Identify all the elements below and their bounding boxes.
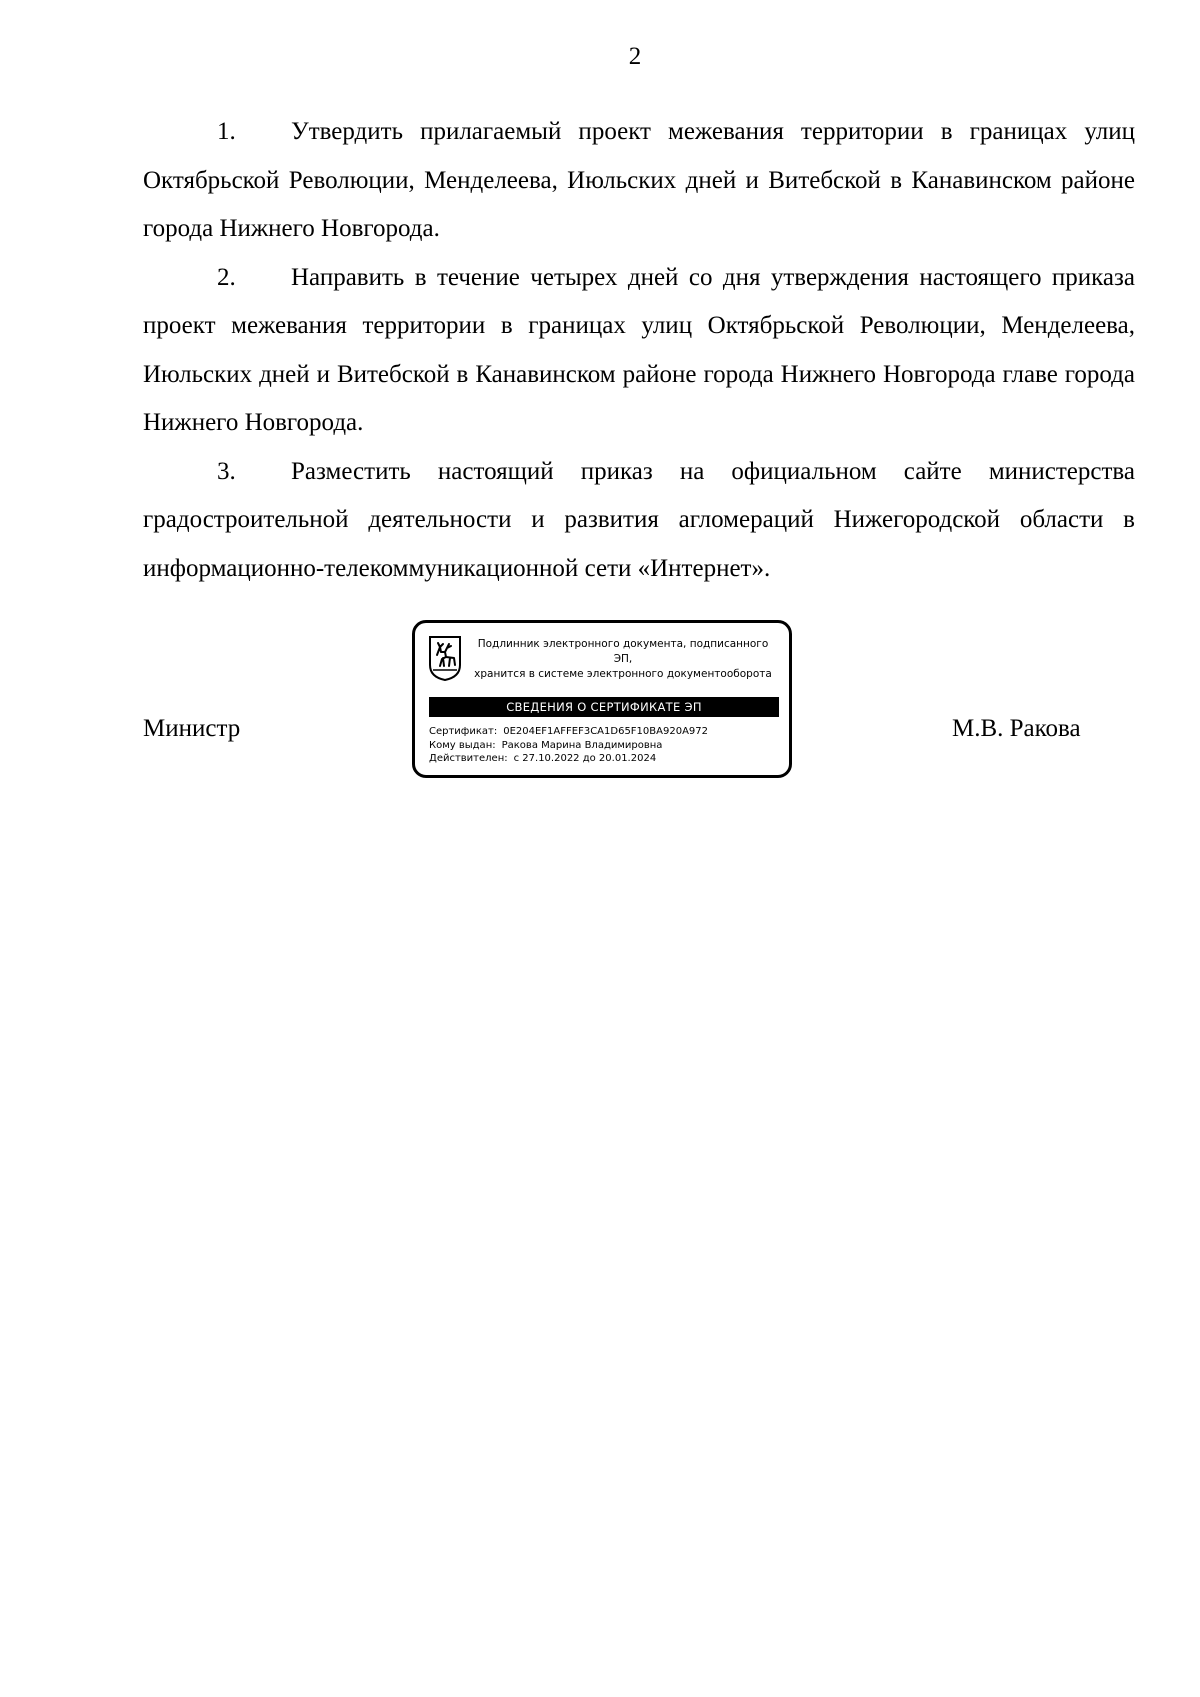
stamp-header (428, 635, 778, 685)
item-text: Разместить настоящий приказ на официальном сайте министерства градостроительной деятельности и развития агломераций Нижегородской области в информационно-телекоммуникационной сети «Интернет». (143, 457, 1135, 582)
stamp-title-bar: СВЕДЕНИЯ О СЕРТИФИКАТЕ ЭП (429, 697, 779, 717)
signature-block (143, 620, 1135, 790)
item-text: Направить в течение четырех дней со дня утверждения настоящего приказа проект межевания территории в границах улиц Октябрьской Революции, Менделеева, Июльских дней и Витебской в Канавинском районе города Нижнего Новгорода главе города Нижнего Новгорода. (143, 263, 1135, 436)
order-item-1 (143, 108, 1135, 254)
electronic-signature-stamp (412, 620, 792, 778)
item-number: 1. (217, 118, 236, 145)
stamp-details (429, 725, 784, 766)
validity-value: с 27.10.2022 до 20.01.2024 (513, 753, 657, 764)
order-body (143, 108, 1135, 593)
order-item-3 (143, 448, 1135, 594)
coat-of-arms-deer-icon (428, 635, 462, 681)
issued-to-row (429, 739, 784, 753)
order-item-2 (143, 254, 1135, 448)
item-number: 3. (217, 457, 236, 485)
signatory-name: М.В. Ракова (952, 715, 1081, 742)
issued-to-label: Кому выдан: (429, 739, 496, 751)
item-number: 2. (217, 263, 236, 291)
issued-to-value: Ракова Марина Владимировна (501, 739, 663, 751)
stamp-header-line-2: хранится в системе электронного документооборота (474, 668, 772, 680)
item-text: Утвердить прилагаемый проект межевания территории в границах улиц Октябрьской Революции, Менделеева, Июльских дней и Витебской в Канавинском районе города Нижнего Новгорода. (143, 118, 1135, 242)
certificate-row (429, 725, 784, 739)
validity-label: Действителен: (429, 753, 508, 764)
stamp-header-line-1: Подлинник электронного документа, подписанного ЭП, (477, 638, 769, 665)
certificate-value: 0E204EF1AFFEF3CA1D65F10BA920A972 (503, 726, 708, 737)
signatory-title: Министр (143, 715, 241, 742)
certificate-label: Сертификат: (429, 726, 498, 737)
stamp-header-text (468, 637, 778, 682)
page-number: 2 (628, 43, 642, 70)
validity-row (429, 752, 784, 766)
